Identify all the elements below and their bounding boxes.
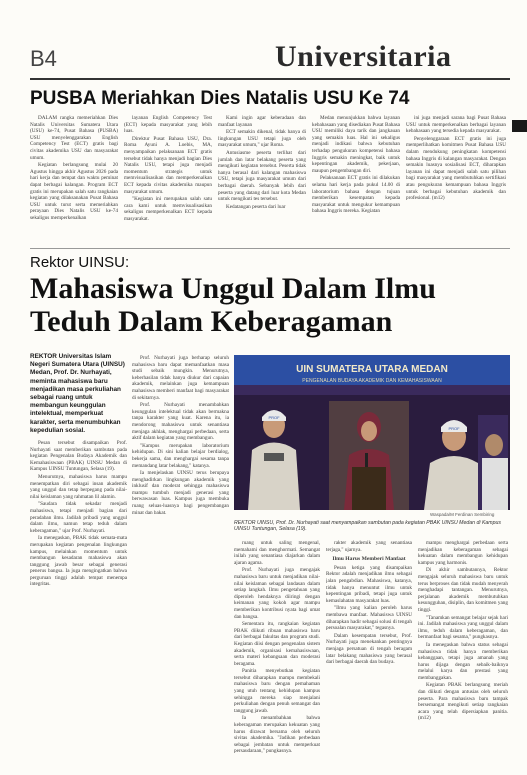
story2-col4 (326, 540, 412, 760)
story2-headline (30, 272, 500, 338)
paragraph: Penyelenggaraan ECT gratis ini juga memperlihatkan komitmen Pusat Bahasa USU dalam mendukung peningkatan kompetensi bahasa Inggris di kalangan masyarakat. Dengan semakin luasnya sosialisasi ECT, diharapkan layanan ini dapat menjadi salah satu pilihan bagi masyarakat yang membutuhkan sertifikasi atau pengukuran kemampuan bahasa Inggris untuk berbagai kebutuhan akademik dan profesional. (m12) (406, 135, 506, 202)
section-title: Universitaria (275, 40, 452, 73)
story2-col2 (132, 355, 229, 760)
masthead (0, 38, 527, 72)
photo (234, 355, 510, 510)
story2-kicker: Rektor UINSU: (30, 254, 130, 271)
paragraph: Kami ingin agar keberadaan dan manfaat layanan (218, 115, 306, 128)
paragraph: Dalam kesempatan tersebut, Prof. Nurhayati juga menekankan pentingnya menjaga persatuan di tengah beragam latar belakang mahasiswa yang berasal dari berbagai daerah dan budaya. (326, 632, 412, 666)
masthead-rule (30, 78, 510, 80)
paragraph: Prof. Nurhayati juga berharap seluruh mahasiswa baru dapat memanfaatkan masa studi sebaik mungkin. Menurutnya, keberhasilan tidak hanya diukur dari capaian akademik, melainkan juga kemampuan mahasiswa memberi manfaat bagi masyarakat di sekitarnya. (132, 355, 229, 401)
cap-right-label: PROF (448, 426, 460, 431)
banner-text: UIN SUMATERA UTARA MEDAN (296, 364, 448, 375)
paragraph: Kegiatan berlangsung mulai 20 Agustus hingga akhir Agustus 2026 pada hari kerja dan tempat dan waktu peminat dapat berbagai kalangan. Program ECT gratis ini merupakan salah satu rangkaian kegiatan yang dilaksanakan Pusat Bahasa USU untuk turut serta memeriahkan perayaan Dies Natalis USU ke-74 sekaligus memperkenalkan (30, 162, 118, 221)
paragraph: rakter akademik yang senantiasa terjaga," ujarnya. (326, 540, 412, 553)
story1-col2 (124, 115, 212, 239)
banner-subtext: PENGENALAN BUDAYA AKADEMIK DAN KEMAHASISWAAN (302, 378, 442, 384)
story1-col1 (30, 115, 118, 239)
headline-line-1: Mahasiswa Unggul Dalam Ilmu (30, 272, 436, 305)
paragraph: mampu menghargai perbedaan serta menjadikan keberagaman sebagai kekuatan dalam membangun kehidupan kampus yang harmonis. (418, 540, 508, 566)
paragraph: Pesan ketiga yang disampaikan Rektor adalah menjadikan ilmu sebagai jalan pengabdian. Mahasiswa, katanya, tidak hanya menuntut ilmu untuk kepentingan pribadi, tetapi juga untuk kemaslahatan masyarakat luas. (326, 564, 412, 604)
paragraph: Pelaksanaan ECT gratis ini dilakukan selama hari kerja pada pukul 14.00 di laboratorium bahasa dengan tujuan memberikan kesempatan kepada masyarakat untuk mengukur kemampuan bahasa Inggris mereka. Kegiatan (312, 175, 400, 215)
col4-body (326, 565, 412, 666)
headline-line-2: Teduh Dalam Keberagaman (30, 305, 393, 338)
paragraph: Ia menegaskan bahwa status sebagai mahasiswa tidak hanya memberikan kebanggaan, tetapi juga amanah yang harus dijaga dengan sebaik-baiknya melalui karya dan prestasi yang membanggakan. (418, 641, 508, 681)
paragraph: layanan English Competency Test (ECT) kepada masyarakat yang lebih luas. (124, 115, 212, 135)
page-number: B4 (30, 46, 57, 71)
story1-col3 (218, 115, 306, 239)
paragraph: Antusiasme peserta terlihat dari jumlah dan latar belakang peserta yang mengikuti kegiatan tersebut. Peserta tidak hanya berasal dari kalangan mahasiswa USU, tetapi juga masyarakat umum dari berbagai daerah. Sebanyak lebih dari peserta yang datang dari luar kota Medan untuk mengikuti tes tersebut. (218, 149, 306, 203)
paragraph: Panitia menyebutkan kegiatan tersebut diharapkan mampu membekali mahasiswa baru dengan pemahaman yang utuh tentang kehidupan kampus sehingga mereka siap menjalani perkuliahan dengan penuh semangat dan tanggung jawab. (234, 668, 320, 714)
story2-lede: REKTOR Universitas Islam Negeri Sumatera Utara (UINSU) Medan, Prof. Dr. Nurhayati, meminta mahasiswa baru menjadikan masa perkuliahan sebagai ruang untuk membangun keunggulan intelektual, memperkuat karakter, serta menumbuhkan kepedulian sosial. (30, 353, 125, 434)
photo-credit: Waspada/M Ferdinan Sembiring (430, 512, 495, 517)
col4-intro (326, 540, 412, 553)
paragraph: Medan menunjukkan bahwa layanan kebahasaan yang disediakan Pusat Bahasa USU memiliki daya tarik dan jangkauan yang semakin luas. Hal ini sekaligus menjadi indikasi bahwa kebutuhan terhadap pengukuran kompetensi bahasa Inggris semakin meningkat, baik untuk kepentingan akademik, pekerjaan, maupun pengembangan diri. (312, 115, 400, 174)
paragraph: Ia menegaskan, PBAK tidak semata-mata merupakan kegiatan pengenalan lingkungan kampus, melainkan momentum untuk membangun kesadaran mahasiswa akan tanggung jawab besar sebagai generasi penerus bangsa. Ia juga mengingatkan bahwa perguruan tinggi adalah tempat menempa integritas. (30, 535, 127, 588)
event-photo (234, 355, 510, 510)
paragraph: Di akhir sambutannya, Rektor mengajak seluruh mahasiswa baru untuk terus berproses dan tidak mudah menyerah menghadapi tantangan. Menurutnya, perjalanan akademik membutuhkan kesungguhan, disiplin, dan komitmen yang tinggi. (418, 567, 508, 613)
story1-headline: PUSBA Meriahkan Dies Natalis USU Ke 74 (30, 88, 410, 109)
story2-col3 (234, 540, 320, 760)
paragraph: Menurutnya, mahasiswa harus mampu menempatkan diri sebagai insan akademik yang unggul dan tetap berpegang pada nilai-nilai keislaman yang rahmatan lil alamin. (30, 473, 127, 500)
paragraph: DALAM rangka memeriahkan Dies Natalis Universitas Sumatera Utara (USU) ke-74, Pusat Bahasa (PUSBA) USU menyelenggarakan English Competency Test (ECT) gratis bagi civitas akademika USU dan masyarakat umum. (30, 115, 118, 161)
paragraph: Sementara itu, rangkaian kegiatan PBAK diikuti ribuan mahasiswa baru dari berbagai fakultas dan program studi. Kegiatan diisi dengan pengenalan sistem akademik, organisasi kemahasiswaan, serta materi kebangsaan dan moderasi beragama. (234, 621, 320, 667)
paragraph: Prof. Nurhayati menambahkan keunggulan intelektual tidak akan bermakna tanpa karakter yang kuat. Karena itu, ia mendorong mahasiswa untuk senantiasa menjaga akhlak, menghargai perbedaan, serta aktif dalam kegiatan yang membangun. (132, 402, 229, 442)
paragraph: "Kampus merupakan laboratorium kehidupan. Di sini kalian belajar berdialog, bekerja sama, dan menghargai sesama tanpa memandang latar belakang," katanya. (132, 442, 229, 469)
paragraph: "Ilmu yang kalian peroleh harus membawa manfaat. Mahasiswa UINSU diharapkan hadir sebagai solusi di tengah persoalan masyarakat," tegasnya. (326, 605, 412, 632)
paragraph: Kedatangan peserta dari luar (226, 203, 286, 210)
paragraph: Prof. Nurhayati juga mengajak mahasiswa baru untuk menjadikan nilai-nilai keislaman sebagai landasan dalam setiap langkah. Ilmu pengetahuan yang diperoleh hendaknya diiringi dengan keimanan yang kokoh agar mampu memberikan kontribusi nyata bagi umat dan bangsa. (234, 567, 320, 620)
story2-col5 (418, 540, 508, 760)
paragraph: "Kegiatan ini merupakan salah satu cara kami untuk memvisualisasikan sekaligus memperkenalkan ECT kepada masyarakat. (124, 196, 212, 222)
paragraph: Ia menambahkan bahwa keberagaman merupakan kekuatan yang harus dirawat bersama oleh seluruh sivitas akademika. "Jadikan perbedaan sebagai jembatan untuk memperkuat persaudaraan," pungkasnya. (234, 715, 320, 755)
paragraph: Ia menjelaskan UINSU terus berupaya menghadirkan lingkungan akademik yang inklusif dan moderat sehingga mahasiswa mampu tumbuh menjadi generasi yang berwawasan luas. Kampus juga membuka ruang seluas-luasnya bagi pengembangan minat dan bakat. (132, 470, 229, 516)
col4-subhead: Ilmu Harus Memberi Manfaat (332, 556, 406, 563)
paragraph: ECT semakin dikenal, tidak hanya di lingkungan USU tetapi juga oleh masyarakat umum," ujar Roma. (218, 129, 306, 149)
paragraph: Kegiatan PBAK berlangsung meriah dan diikuti dengan antusias oleh seluruh peserta. Para mahasiswa baru tampak bersemangat mengikuti setiap rangkaian acara yang telah dipersiapkan panitia. (m12) (418, 682, 508, 722)
paragraph: Pesan tersebut disampaikan Prof. Nurhayati saat memberikan sambutan pada kegiatan Pengenalan Budaya Akademik dan Kemahasiswaan (PBAK) UINSU Medan di Kampus UINSU Tuntungan, Selasa (19). (30, 440, 127, 473)
paragraph: ruang untuk saling mengenal, memahami dan menghormati. Semangat inilah yang senantiasa diajarkan dalam ajaran agama. (234, 540, 320, 566)
paragraph: "Saudara tidak sekadar menjadi mahasiswa, tetapi menjadi bagian dari peradaban ilmu. Jadilah pribadi yang unggul dalam ilmu, namun tetap teduh dalam keberagaman," ujar Prof. Nurhayati. (30, 501, 127, 534)
cap-left-label: PROF (268, 415, 280, 420)
story1-col4 (312, 115, 400, 239)
story1-col5 (406, 115, 506, 245)
paragraph: ini juga menjadi sarana bagi Pusat Bahasa USU untuk memperkenalkan berbagai layanan kebahasaan yang tersedia kepada masyarakat. (406, 115, 506, 135)
paragraph: "Tanamkan semangat belajar sejak hari ini. Jadilah mahasiswa yang unggul dalam ilmu, teduh dalam keberagaman, dan bermanfaat bagi sesama," pungkasnya. (418, 614, 508, 641)
paragraph: Direktur Pusat Bahasa USU, Dra. Roma Ayuni A. Loebis, MA, menyampaikan pelaksanaan ECT gratis tersebut tidak hanya menjadi bagian Dies Natalis USU, tetapi juga menjadi momentum strategis untuk memvisualisasikan dan memperkenalkan ECT kepada civitas akademika maupun masyarakat umum. (124, 135, 212, 195)
section-divider (30, 248, 510, 249)
right-edge-strip (510, 40, 527, 775)
adjacent-page-block (512, 120, 527, 132)
photo-caption: REKTOR UINSU, Prof. Dr. Nurhayati saat menyampaikan sambutan pada kegiatan PBAK UINSU Medan di Kampus UINSU Tuntungan, Selasa (19). (234, 520, 501, 533)
story2-col1 (30, 440, 127, 760)
